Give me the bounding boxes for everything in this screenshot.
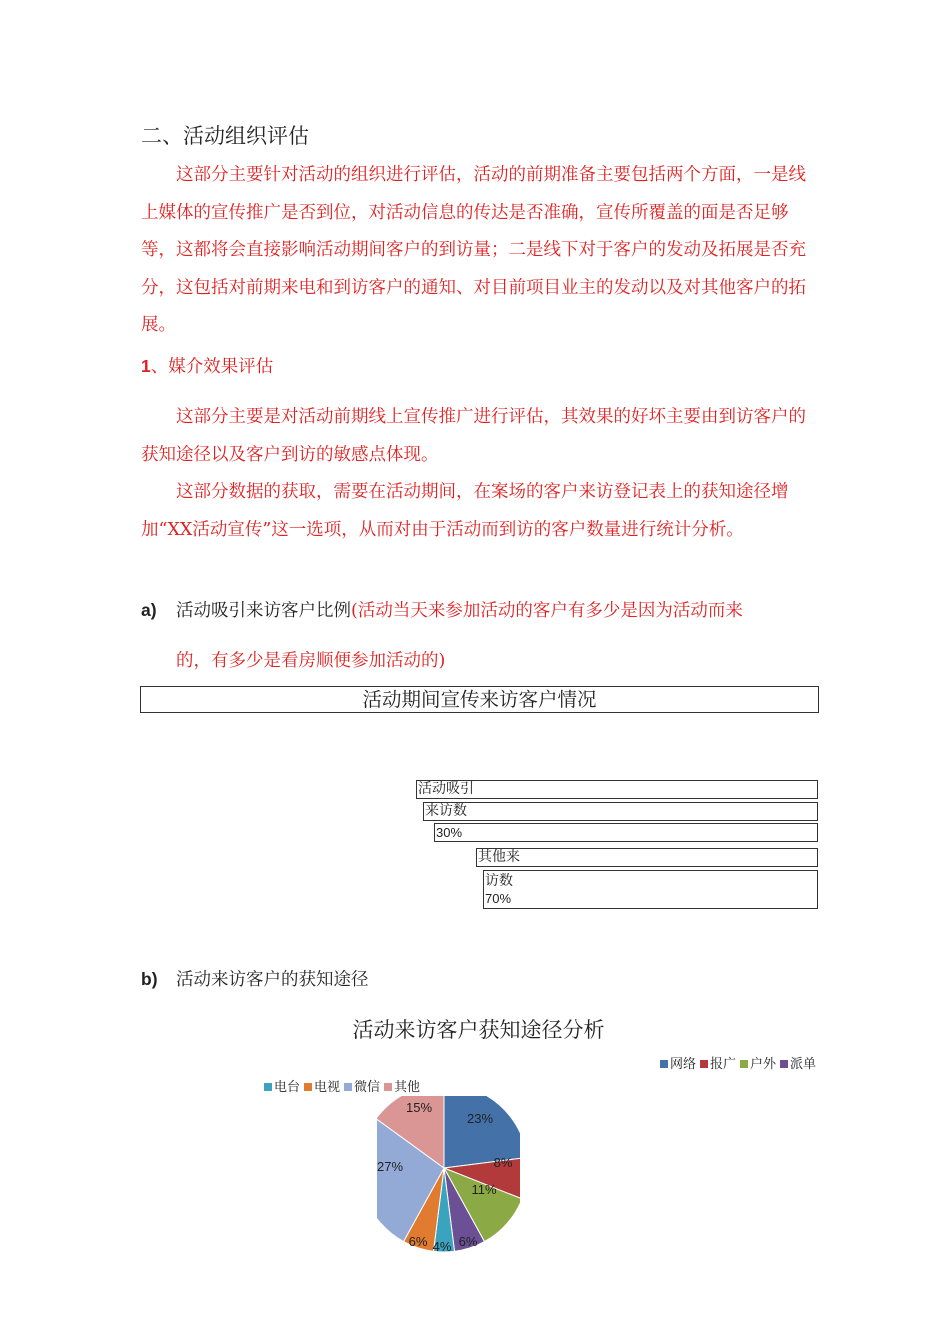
legend-swatch bbox=[264, 1083, 272, 1091]
item-b-text: 活动来访客户的获知途径 bbox=[176, 970, 369, 990]
item-a-note-continued: 的，有多少是看房顺便参加活动的) bbox=[176, 651, 446, 671]
chart-a-label1-line1: 活动吸引 bbox=[416, 780, 818, 799]
media-paragraph-2: 这部分数据的获取，需要在活动期间，在案场的客户来访登记表上的获知途径增加“XX活动宣传”这一选项，从而对由于活动而到访的客户数量进行统计分析。 bbox=[141, 482, 789, 540]
legend-label: 户外 bbox=[749, 1057, 776, 1072]
legend-label: 报广 bbox=[709, 1057, 736, 1072]
pie-slice-label: 6% bbox=[408, 1234, 428, 1249]
item-a-note: (活动当天来参加活动的客户有多少是因为活动而来 bbox=[351, 601, 743, 621]
intro-paragraph: 这部分主要针对活动的组织进行评估，活动的前期准备主要包括两个方面，一是线上媒体的宣传推广是否到位，对活动信息的传达是否准确，宣传所覆盖的面是否足够等，这都将会直接影响活动期间客户的到访量；二是线下对于客户的发动及拓展是否充分，这包括对前期来电和到访客户的通知、对目前项目业主的发动以及对其他客户的拓展。 bbox=[141, 165, 806, 335]
legend-top-item bbox=[780, 1058, 818, 1072]
legend-label: 网络 bbox=[669, 1057, 696, 1072]
pie-slice-label: 23% bbox=[466, 1111, 494, 1126]
subsection-number: 1 bbox=[141, 356, 151, 376]
legend-swatch bbox=[660, 1060, 668, 1068]
legend-top-item bbox=[660, 1058, 698, 1072]
section-heading: 二、活动组织评估 bbox=[141, 124, 309, 148]
pie-slice-label: 27% bbox=[376, 1159, 404, 1174]
item-a bbox=[141, 597, 743, 622]
chart-a-label2-line1: 其他来 bbox=[476, 848, 818, 867]
legend-swatch bbox=[700, 1060, 708, 1068]
subsection-heading bbox=[141, 353, 273, 378]
pie-slice bbox=[444, 1090, 527, 1168]
item-b-label: b) bbox=[141, 969, 158, 989]
legend-label: 派单 bbox=[789, 1057, 816, 1072]
legend-label: 其他 bbox=[394, 1080, 421, 1095]
pie-slice-label: 11% bbox=[471, 1182, 497, 1197]
pie-slice-label: 8% bbox=[493, 1155, 513, 1170]
legend-top-item bbox=[740, 1058, 778, 1072]
legend-swatch bbox=[780, 1060, 788, 1068]
item-a-text: 活动吸引来访客户比例 bbox=[176, 601, 351, 621]
legend-swatch bbox=[740, 1060, 748, 1068]
chart-a-label2-box bbox=[483, 870, 818, 909]
legend-top-item bbox=[700, 1058, 738, 1072]
legend-label: 电视 bbox=[314, 1080, 341, 1095]
chart-a-label1-line2: 来访数 bbox=[423, 802, 818, 821]
legend-label: 微信 bbox=[354, 1080, 381, 1095]
pie-slice-label: 4% bbox=[432, 1239, 452, 1254]
media-paragraph-1: 这部分主要是对活动前期线上宣传推广进行评估，其效果的好坏主要由到访客户的获知途径以及客户到访的敏感点体现。 bbox=[141, 407, 806, 465]
pie-slice-label: 15% bbox=[405, 1100, 433, 1115]
chart-a-title: 活动期间宣传来访客户情况 bbox=[140, 686, 819, 713]
legend-left-item bbox=[264, 1081, 302, 1095]
chart-a-label2-pct: 70% bbox=[485, 891, 512, 906]
subsection-title: 、媒介效果评估 bbox=[150, 357, 274, 377]
item-a-label: a) bbox=[141, 600, 157, 620]
pie-legend-top bbox=[660, 1058, 818, 1072]
chart-a-label2-line2: 访数 bbox=[485, 873, 513, 889]
pie-chart-title: 活动来访客户获知途径分析 bbox=[352, 1018, 605, 1042]
chart-a-label1-pct: 30% bbox=[434, 823, 818, 842]
pie-slice-label: 6% bbox=[458, 1234, 478, 1249]
item-b bbox=[141, 966, 369, 991]
legend-swatch bbox=[304, 1083, 312, 1091]
pie-chart bbox=[330, 1090, 570, 1260]
legend-label: 电台 bbox=[274, 1080, 301, 1095]
